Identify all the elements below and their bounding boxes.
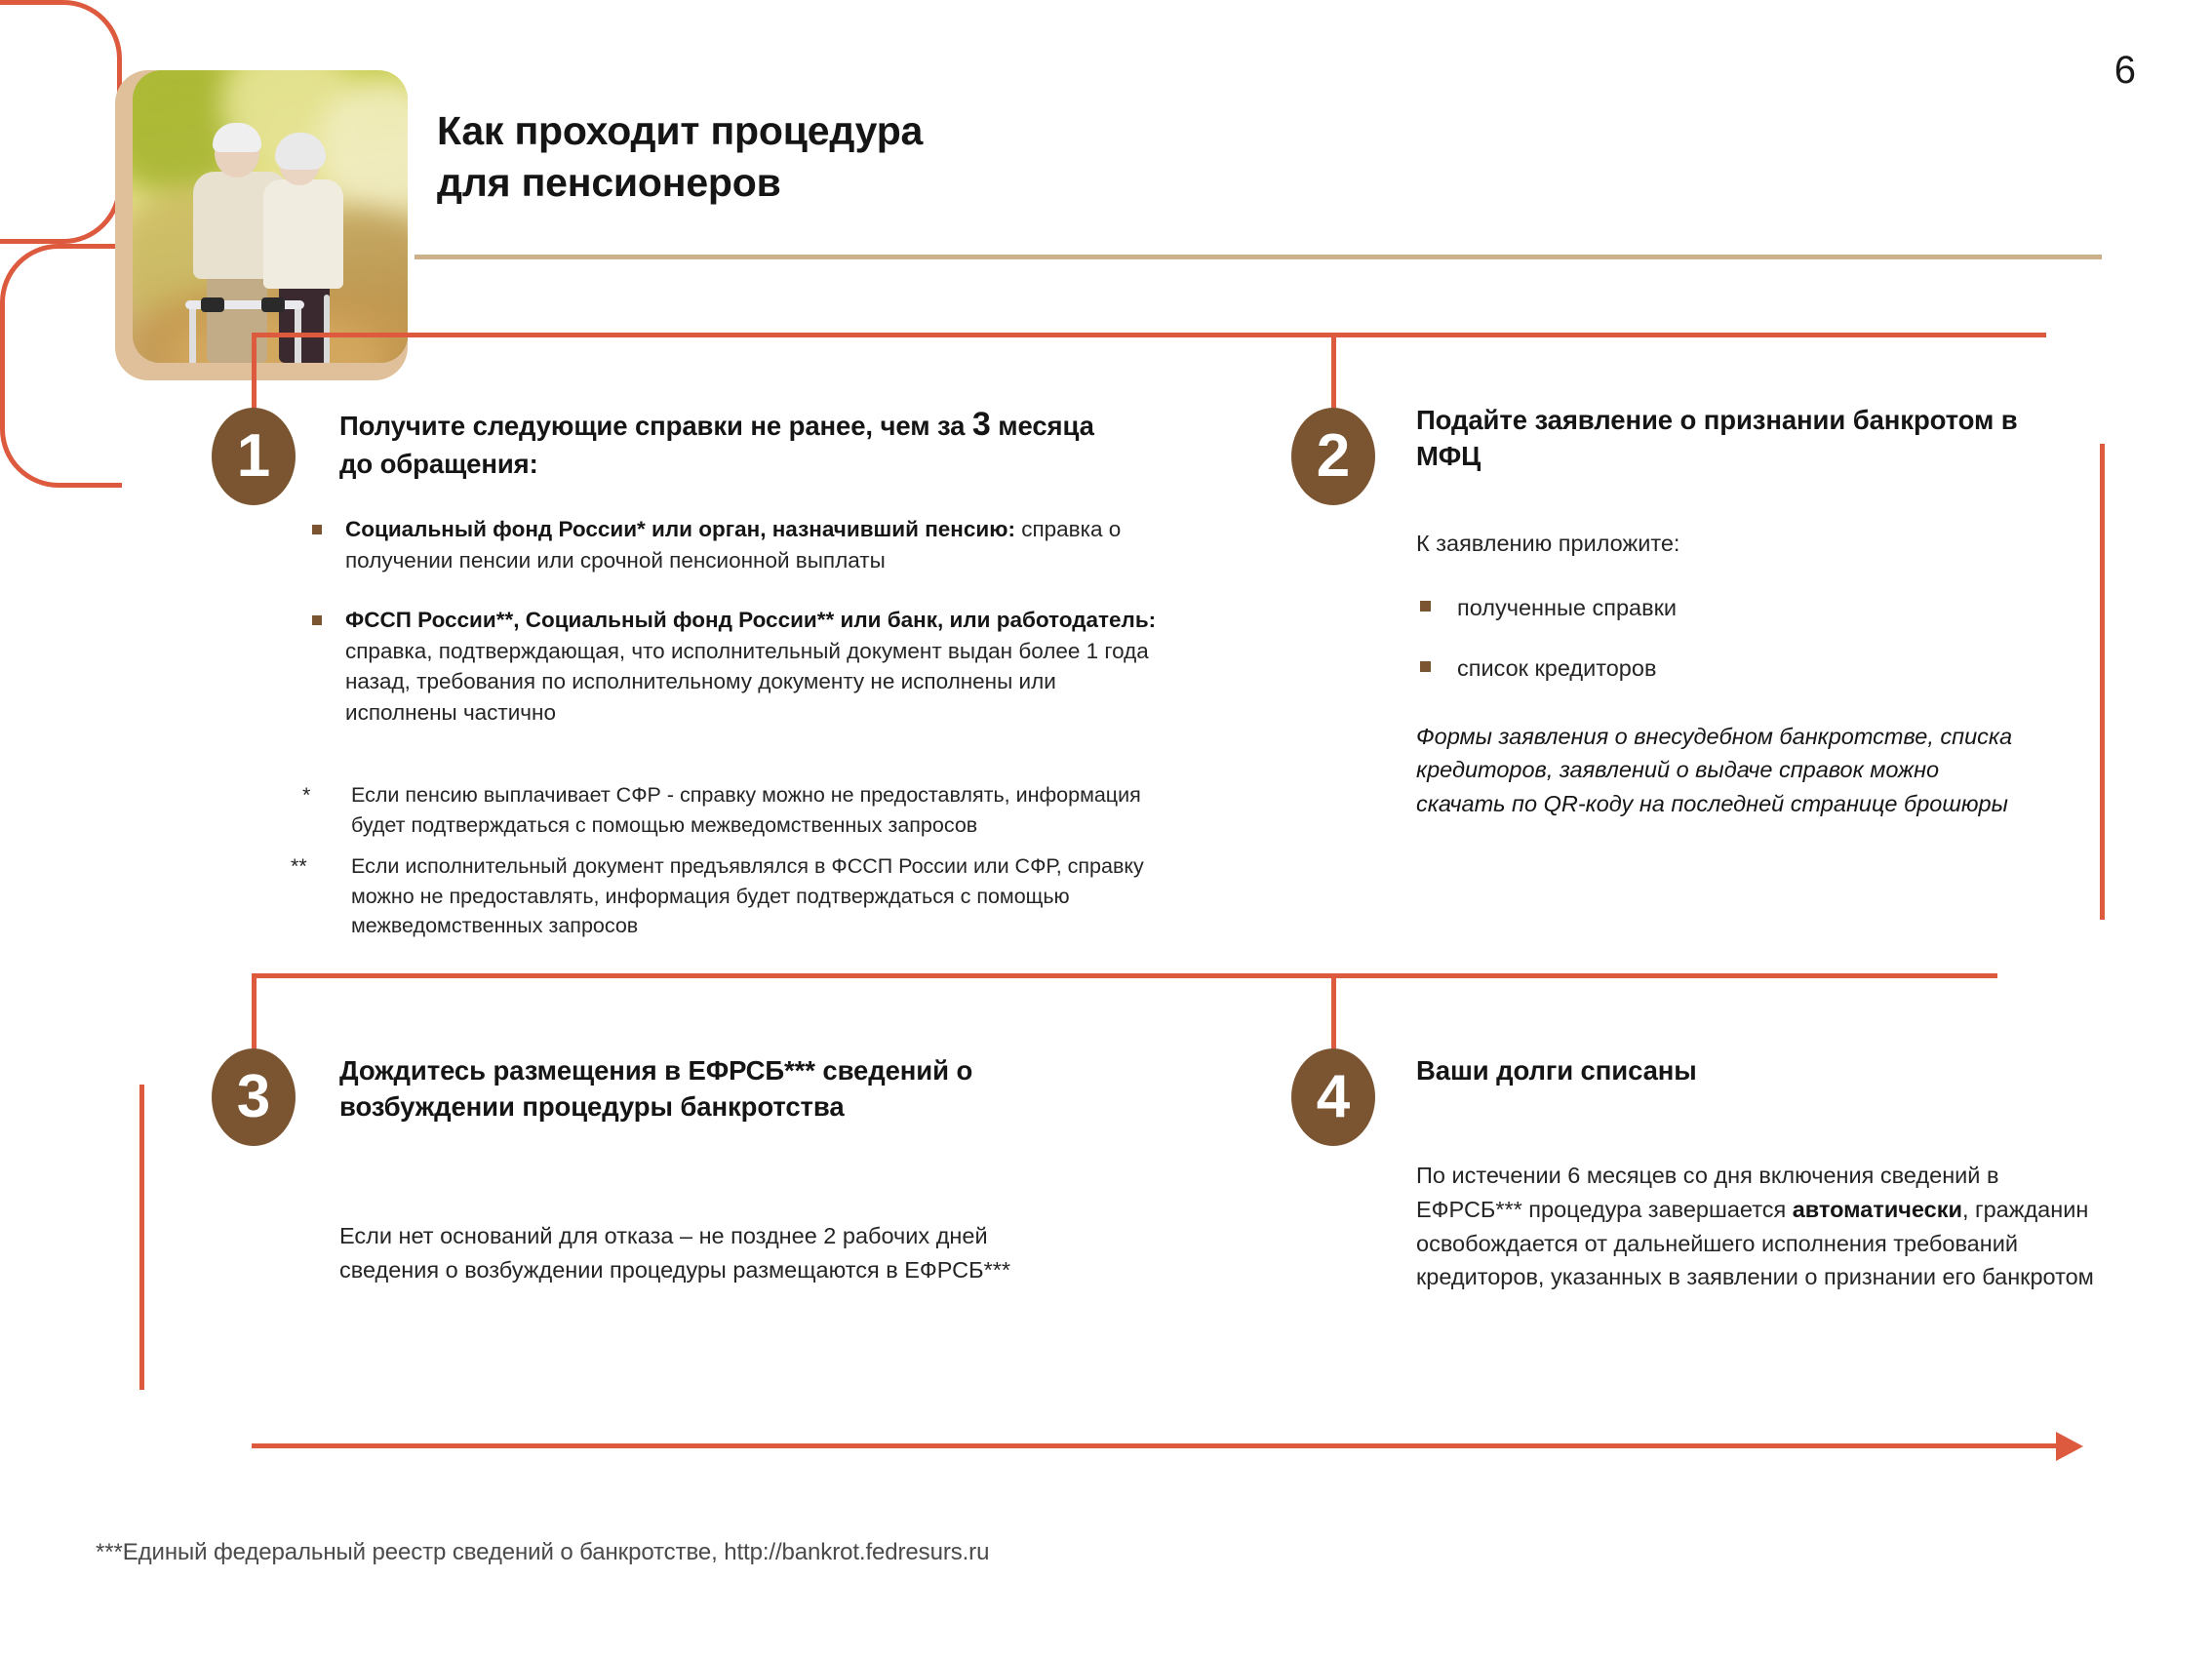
step-2-lead: К заявлению приложите: <box>1416 531 1680 556</box>
list-item <box>310 514 1168 575</box>
step-2-bullet-list <box>1416 591 2021 685</box>
flow-arrow-icon <box>2056 1432 2083 1461</box>
flow-drop-step-2 <box>1331 335 1336 418</box>
footnote-marker: * <box>302 783 311 807</box>
step-4-body-emphasis: автоматически <box>1792 1196 1962 1222</box>
footnote-double-star <box>291 851 1180 941</box>
title-divider <box>415 255 2102 259</box>
flow-line-right <box>2100 444 2105 920</box>
page-title-line-1: Как проходит процедура <box>437 108 924 153</box>
flow-line-bottom <box>252 1443 2061 1448</box>
step-1-bullet-list <box>310 514 1168 757</box>
step-4-body-part2: , гражданин освобождается от дальнейшего исполнения требований кредиторов, указанных в заявлении о признании его банкротом <box>1416 1196 2094 1290</box>
step-badge-2: 2 <box>1291 408 1375 505</box>
step-badge-4: 4 <box>1291 1048 1375 1146</box>
photo-walker-grip <box>201 297 224 312</box>
step-heading-3: Дождитесь размещения в ЕФРСБ*** сведений о возбуждении процедуры банкротства <box>339 1055 973 1122</box>
flow-corner-bottom-left <box>0 366 122 488</box>
footnote-text: Если пенсию выплачивает СФР - справку можно не предоставлять, информация будет подтверждаться с помощью межведомственных запросов <box>351 783 1141 837</box>
step-heading-4: Ваши долги списаны <box>1416 1055 1697 1086</box>
photo-walker-leg <box>189 308 196 363</box>
bullet-2-rest: справка, подтверждающая, что исполнительный документ выдан более 1 года назад, требования по исполнительному документу не исполнены или исполнены частично <box>345 638 1149 725</box>
flow-drop-step-1 <box>252 335 257 418</box>
flow-drop-step-3 <box>252 975 257 1059</box>
page-title-line-2: для пенсионеров <box>437 160 781 206</box>
flow-line-middle <box>252 973 1997 978</box>
photo-man-legs <box>207 271 267 363</box>
bullet-2-lead: ФССП России**, Социальный фонд России** или банк, или работодатель: <box>345 608 1157 632</box>
step-heading-2: Подайте заявление о признании банкротом в МФЦ <box>1416 405 2018 471</box>
flow-line-left <box>139 1085 144 1390</box>
list-item: полученные справки <box>1416 591 2021 624</box>
bullet-1-rest: справка о получении пенсии или срочной пенсионной выплаты <box>345 517 1122 573</box>
list-item: список кредиторов <box>1416 652 2021 685</box>
step-badge-1: 1 <box>212 408 296 505</box>
step-4-body <box>1416 1159 2099 1294</box>
step-4-body-part1: По истечении 6 месяцев со дня включения сведений в ЕФРСБ*** процедура завершается <box>1416 1163 1999 1222</box>
page-number: 6 <box>2113 49 2136 92</box>
step-2-italic-note: Формы заявления о внесудебном банкротстве, списка кредиторов, заявлений о выдаче справок можно скачать по QR-коду на последней странице брошюры <box>1416 724 2013 816</box>
step-3-body: Если нет оснований для отказа – не позднее 2 рабочих дней сведения о возбуждении процедуры размещаются в ЕФРСБ*** <box>339 1223 1011 1284</box>
step-heading-1-part1: Получите следующие справки не ранее, чем за <box>339 411 972 441</box>
bottom-footnote: ***Единый федеральный реестр сведений о банкротстве, http://bankrot.fedresurs.ru <box>96 1539 990 1565</box>
header-photo <box>133 70 408 363</box>
flow-drop-step-4 <box>1331 975 1336 1059</box>
list-item <box>310 605 1168 728</box>
bullet-1-lead: Социальный фонд России* или орган, назначивший пенсию: <box>345 517 1015 541</box>
step-heading-1-months: 3 <box>971 406 991 443</box>
flow-line-top <box>252 333 2046 337</box>
photo-walker-grip <box>261 297 285 312</box>
footnote-marker: ** <box>291 854 307 879</box>
page-title <box>437 105 1178 210</box>
flow-corner-top-right <box>0 0 122 122</box>
flow-corner-top-left <box>0 244 122 366</box>
step-badge-3: 3 <box>212 1048 296 1146</box>
step-1-footnotes <box>291 780 1180 953</box>
photo-woman-legs <box>279 281 330 363</box>
photo-woman-body <box>263 179 343 289</box>
footnote-text: Если исполнительный документ предъявлялся в ФССП России или СФР, справку можно не предоставлять, информация будет подтверждаться с помощью межведомственных запросов <box>351 854 1144 938</box>
flow-corner-bottom-right <box>0 122 122 244</box>
footnote-single-star <box>302 780 1180 840</box>
step-heading-1 <box>339 403 1110 483</box>
step-heading-1-part2: месяца до обращения: <box>339 411 1094 480</box>
step-2-body <box>1416 527 2021 820</box>
photo-woman-hair <box>275 133 326 170</box>
photo-cane <box>324 295 330 363</box>
